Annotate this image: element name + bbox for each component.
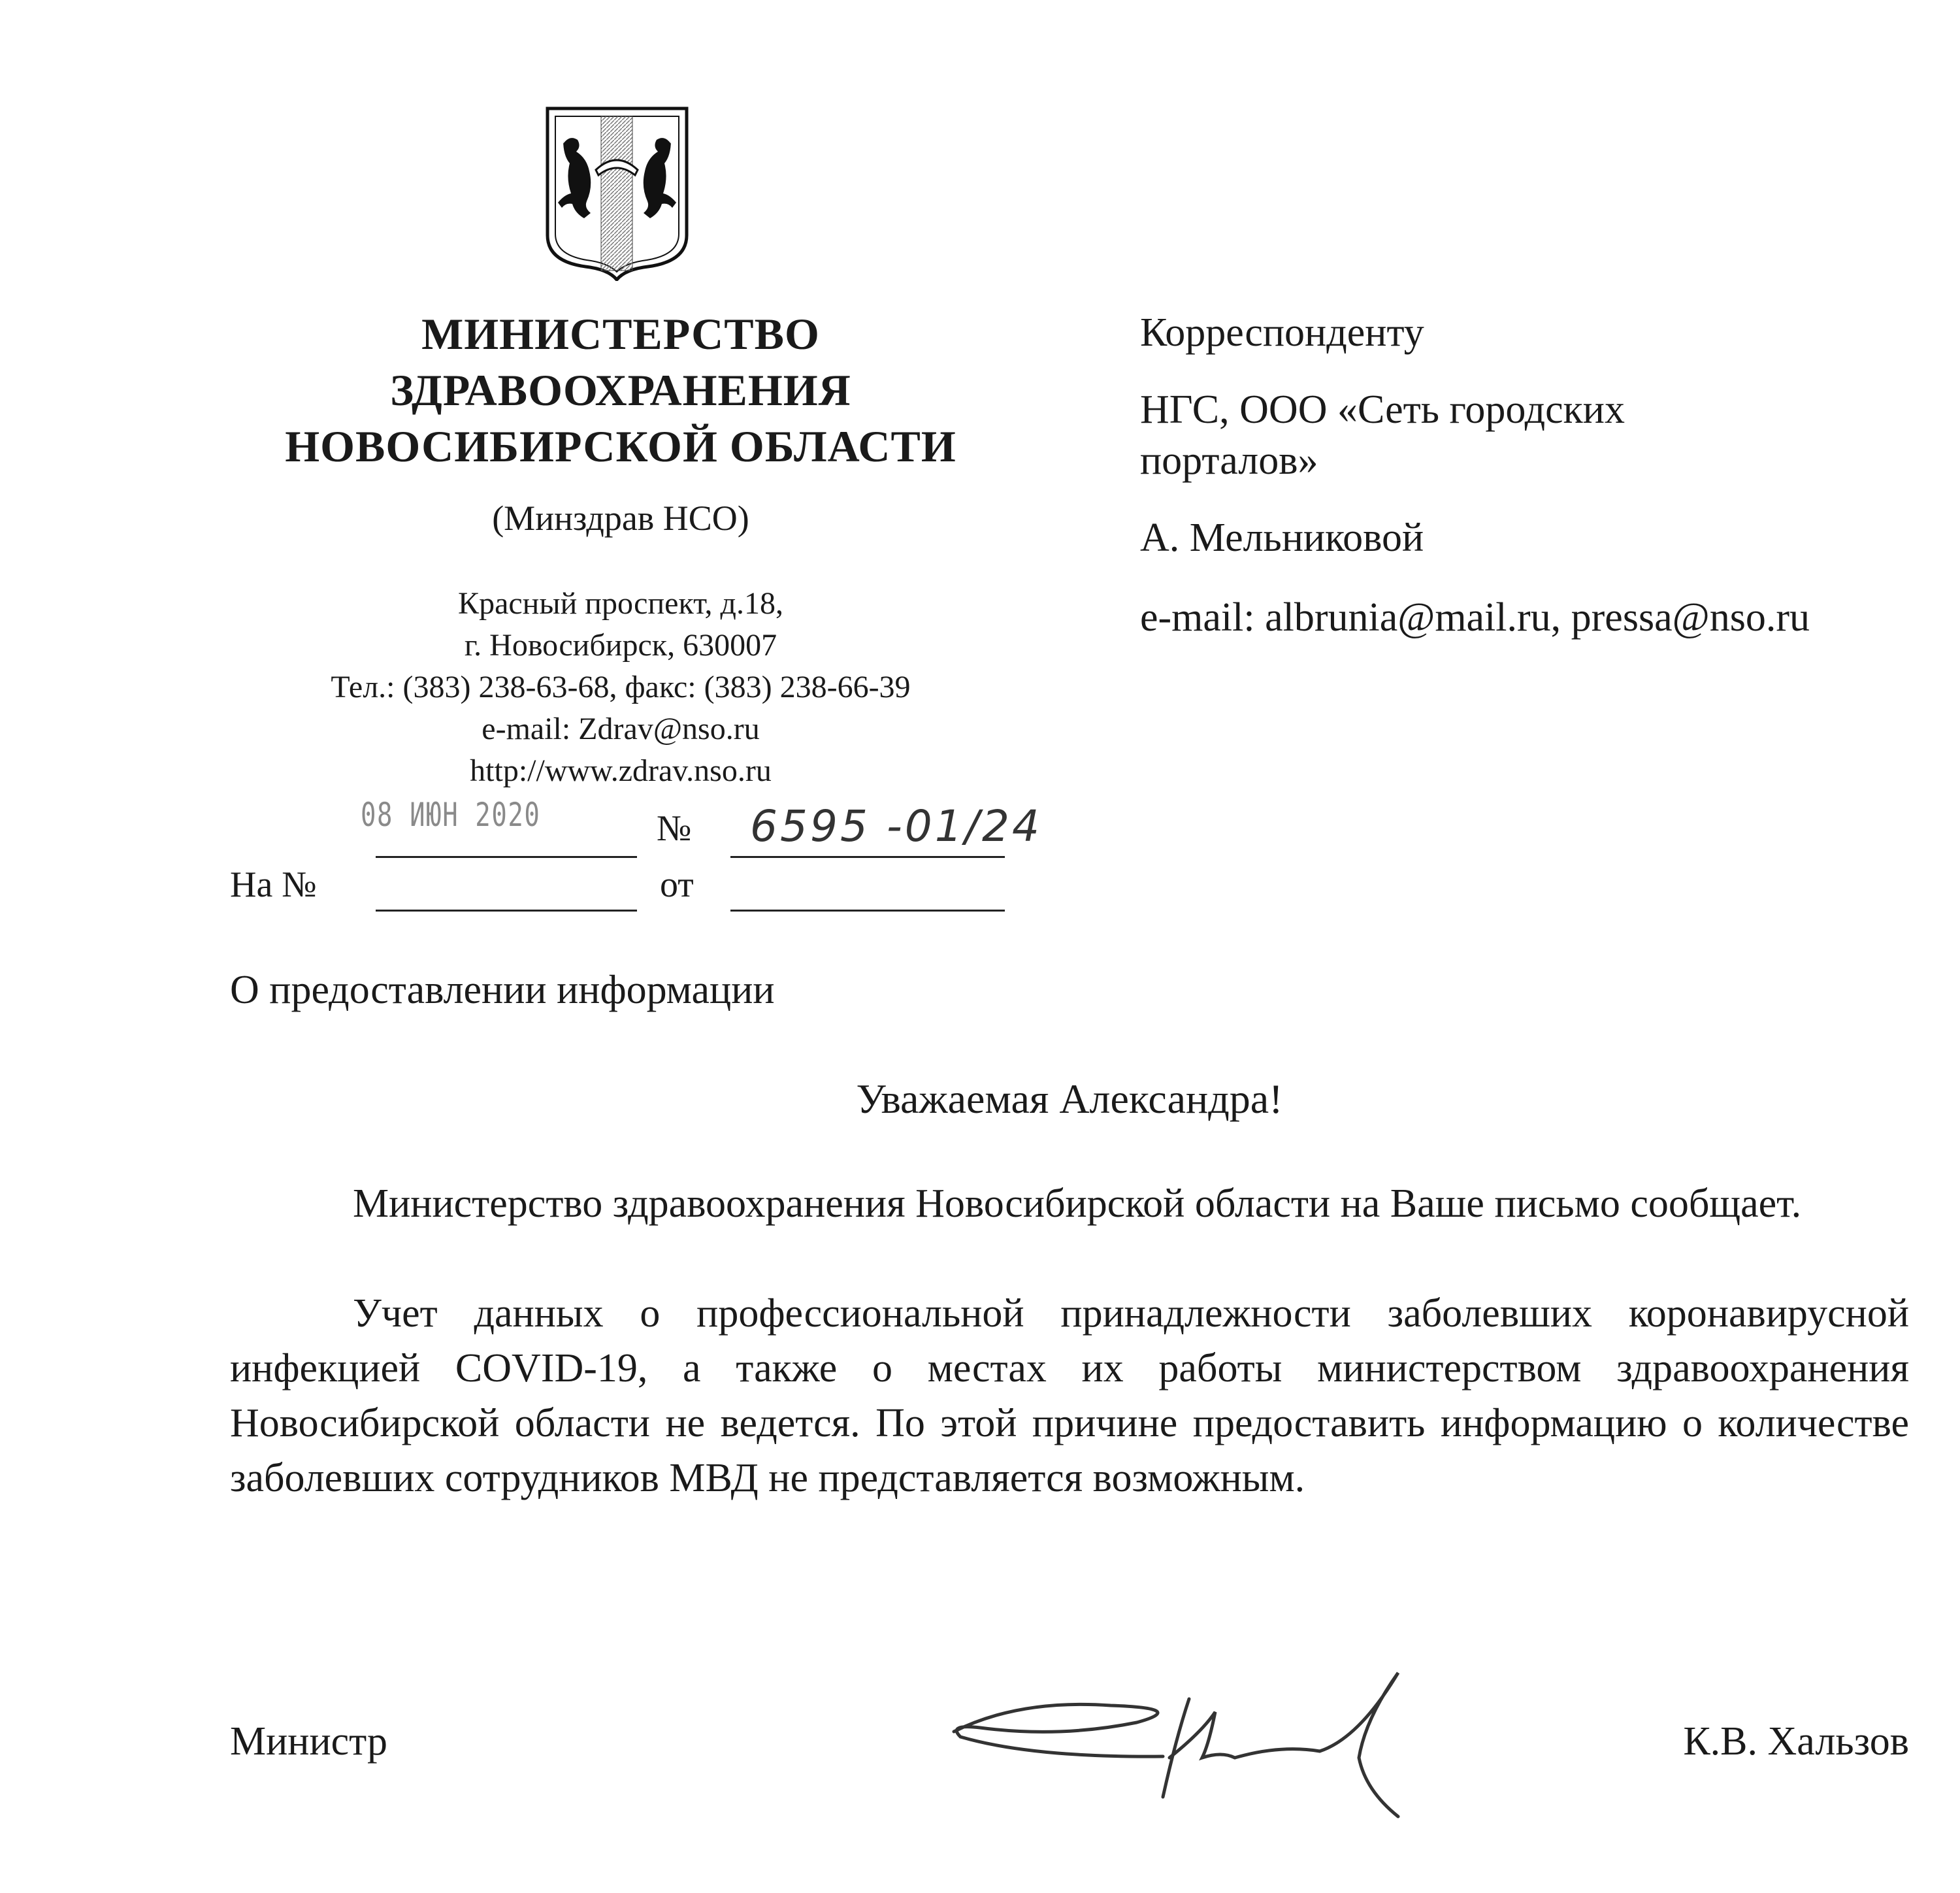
- reply-from-label: от: [660, 864, 694, 905]
- body-paragraph-1: Министерство здравоохранения Новосибирской области на Ваше письмо сообщает.: [353, 1181, 1802, 1226]
- coat-of-arms-icon: [544, 105, 691, 281]
- ministry-title-line-1: МИНИСТЕРСТВО: [421, 309, 820, 359]
- letter-subject: О предоставлении информации: [230, 968, 775, 1012]
- website-line: http://www.zdrav.nso.ru: [470, 753, 772, 788]
- recipient-organization-line-2: порталов»: [1140, 438, 1318, 483]
- date-underline: [376, 856, 637, 858]
- salutation: Уважаемая Александра!: [856, 1076, 1283, 1122]
- number-underline: [730, 856, 1005, 858]
- body-paragraph-2: Учет данных о профессиональной принадлежности заболевших коронавирусной инфекцией COVID-19, а также о местах их работы министерством здравоохранения Новосибирской области не ведется. По этой причине предоставить информацию о количестве заболевших сотрудников МВД не представляется возможным.: [230, 1291, 1909, 1500]
- reply-date-underline: [730, 910, 1005, 912]
- recipient-name: А. Мельниковой: [1140, 516, 1424, 560]
- ministry-abbreviation: (Минздрав НСО): [492, 499, 749, 538]
- address-line-1: Красный проспект, д.18,: [458, 586, 783, 621]
- signer-position: Министр: [230, 1719, 388, 1764]
- handwritten-signature: [941, 1660, 1457, 1823]
- recipient-role: Корреспонденту: [1140, 310, 1424, 355]
- date-stamp: 08 ИЮН 2020: [361, 796, 541, 834]
- number-label: №: [657, 808, 692, 849]
- reply-number-label: На №: [230, 864, 317, 905]
- signer-name: К.В. Хальзов: [1683, 1719, 1909, 1764]
- address-line-2: г. Новосибирск, 630007: [464, 628, 777, 663]
- reply-number-underline: [376, 910, 637, 912]
- phone-fax-line: Тел.: (383) 238-63-68, факс: (383) 238-66-39: [331, 670, 911, 704]
- email-line: e-mail: Zdrav@nso.ru: [482, 712, 760, 746]
- recipient-organization-line-1: НГС, ООО «Сеть городских: [1140, 387, 1625, 432]
- recipient-email: e-mail: albrunia@mail.ru, pressa@nso.ru: [1140, 595, 1810, 640]
- registration-number: 6595 -01/24: [750, 801, 1042, 851]
- ministry-title-line-3: НОВОСИБИРСКОЙ ОБЛАСТИ: [285, 421, 956, 471]
- ministry-title-line-2: ЗДРАВООХРАНЕНИЯ: [390, 365, 851, 415]
